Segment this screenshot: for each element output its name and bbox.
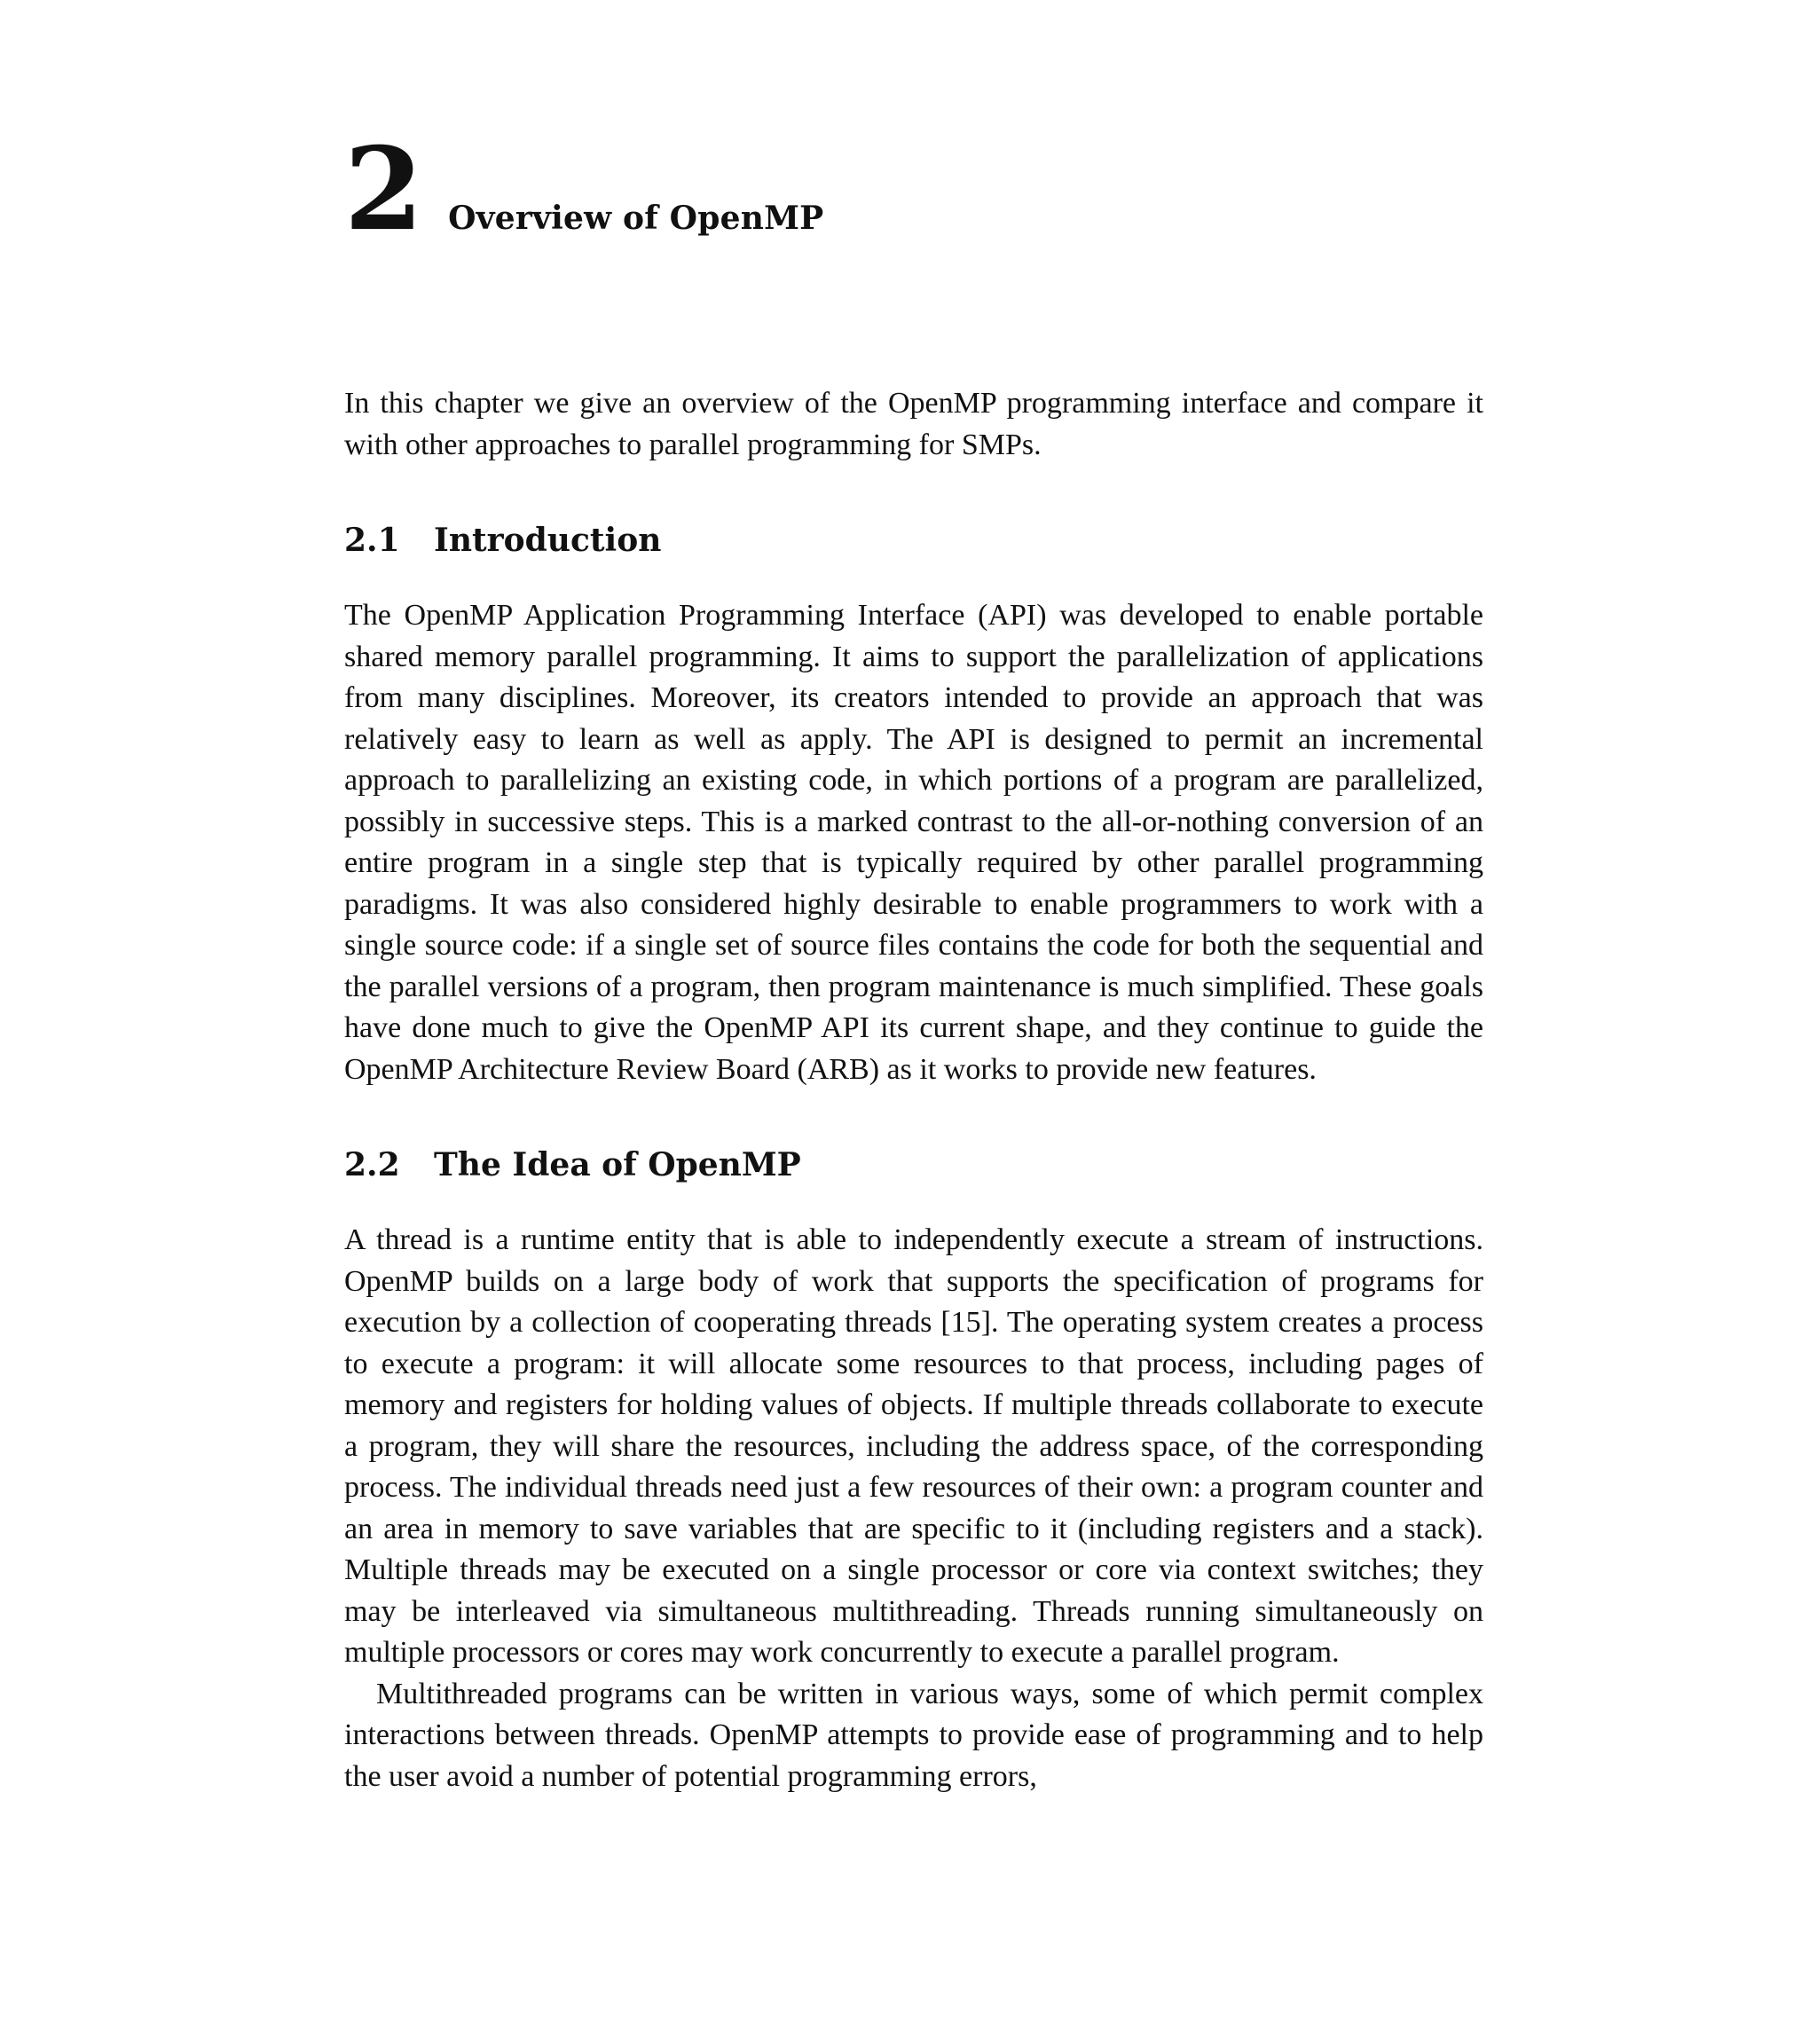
section-paragraph: Multithreaded programs can be written in various ways, some of which permit complex interactions between threads. OpenMP attempts to provide ease of programming and to help the user avoid a number of potential programming errors, [344,1677,1483,1793]
section-title: The Idea of OpenMP [434,1146,801,1183]
chapter-number: 2 [344,123,422,256]
section-number: 2.2 [344,1146,400,1183]
section-heading-introduction [344,522,1483,559]
section-number: 2.1 [344,522,400,559]
chapter-title: Overview of OpenMP [448,200,824,237]
page [344,123,1483,1797]
section-paragraph: A thread is a runtime entity that is able to independently execute a stream of instructions. OpenMP builds on a large body of work that supports the specification of programs for execution by a collection of cooperating threads [15]. The operating system creates a process to execute a program: it will allocate some resources to that process, including pages of memory and registers for holding values of objects. If multiple threads collaborate to execute a program, they will share the resources, including the address space, of the corresponding process. The individual threads need just a few resources of their own: a program counter and an area in memory to save variables that are specific to it (including registers and a stack). Multiple threads may be executed on a single processor or core via context switches; they may be interleaved via simultaneous multithreading. Threads running simultaneously on multiple processors or cores may work concurrently to execute a parallel program. [344,1223,1483,1669]
section-heading-idea-of-openmp [344,1146,1483,1183]
chapter-intro-paragraph: In this chapter we give an overview of the OpenMP programming interface and compare it with other approaches to parallel programming for SMPs. [344,387,1483,461]
chapter-heading [344,123,1483,256]
section-title: Introduction [434,522,662,559]
section-paragraph: The OpenMP Application Programming Interface (API) was developed to enable portable shared memory parallel programming. It aims to support the parallelization of applications from many disciplines. Moreover, its creators intended to provide an approach that was relatively easy to learn as well as apply. The API is designed to permit an incremental approach to parallelizing an existing code, in which portions of a program are parallelized, possibly in successive steps. This is a marked contrast to the all-or-nothing conversion of an entire program in a single step that is typically required by other parallel programming paradigms. It was also considered highly desirable to enable programmers to work with a single source code: if a single set of source files contains the code for both the sequential and the parallel versions of a program, then program maintenance is much simplified. These goals have done much to give the OpenMP API its current shape, and they continue to guide the OpenMP Architecture Review Board (ARB) as it works to provide new features. [344,599,1483,1086]
